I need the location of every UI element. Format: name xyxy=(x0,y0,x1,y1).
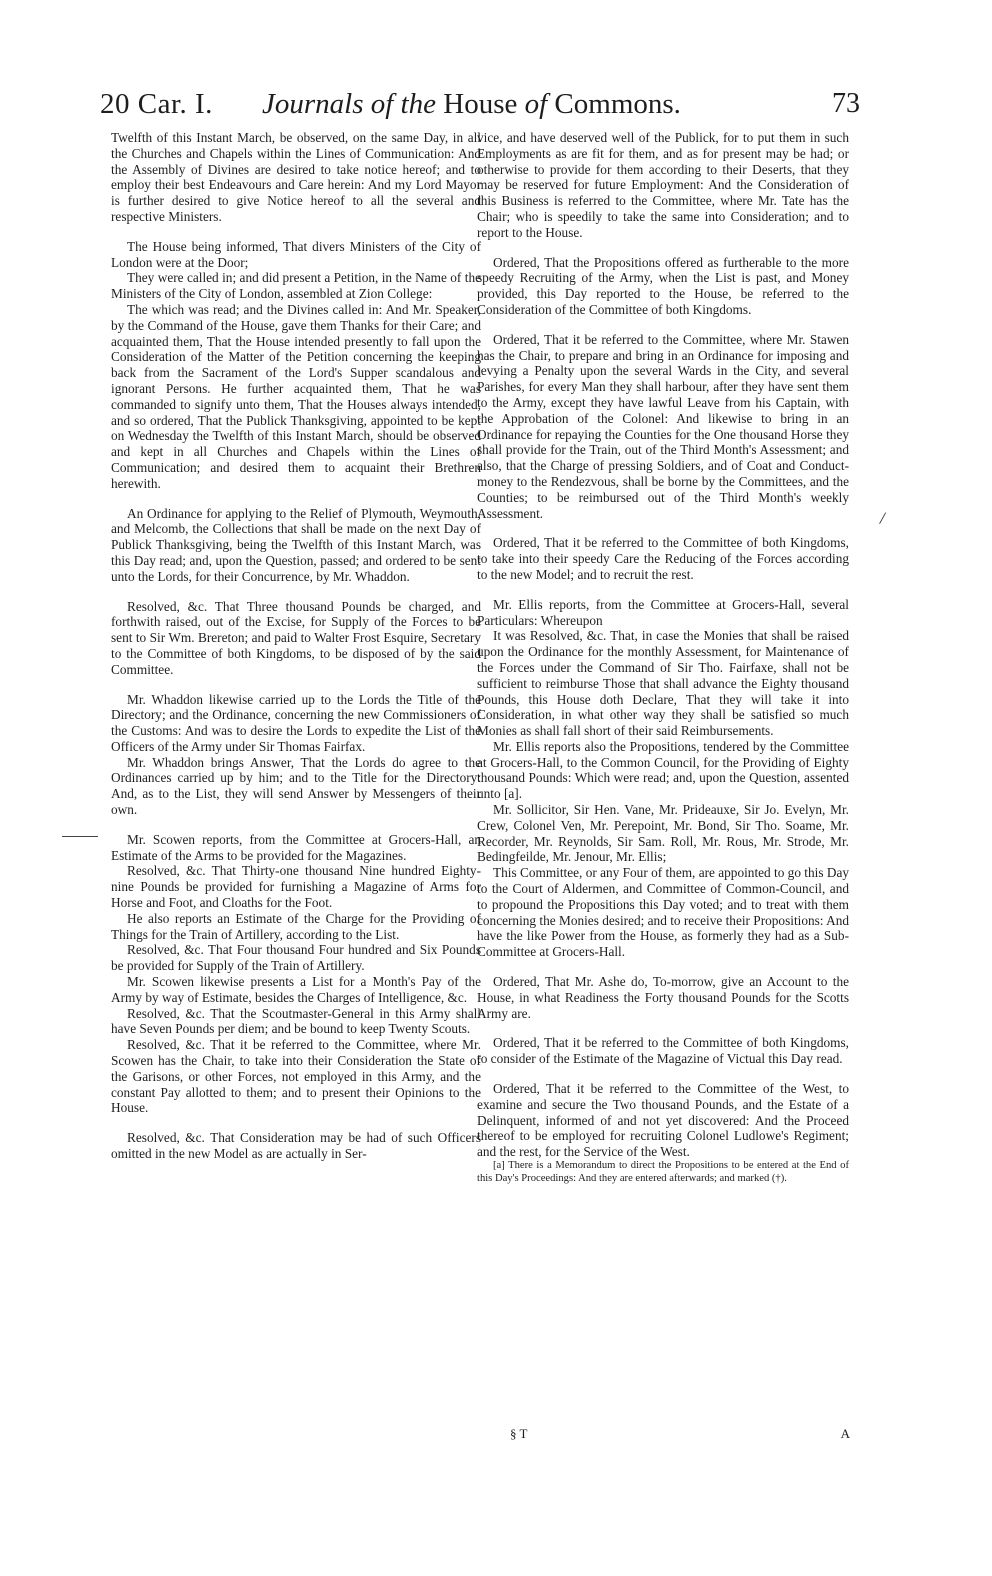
paragraph: Mr. Ellis reports, from the Committee at Grocers-Hall, several Particulars: Whereupon xyxy=(477,596,849,628)
paragraph: Resolved, &c. That Four thousand Four hundred and Six Pounds be provided for Supply of the Train of Artillery. xyxy=(111,942,481,974)
signature-line xyxy=(500,1426,850,1444)
paragraph: Resolved, &c. That Consideration may be had of such Officers omitted in the new Model as are actually in Ser- xyxy=(111,1130,481,1162)
footnote: [a] There is a Memorandum to direct the Propositions to be entered at the End of this Day's Proceedings: And they are entered afterwards; and marked (†). xyxy=(477,1160,849,1184)
paragraph: Mr. Scowen likewise presents a List for a Month's Pay of the Army by way of Estimate, besides the Charges of Intelligence, &c. xyxy=(111,974,481,1005)
paragraph: Twelfth of this Instant March, be observed, on the same Day, in all the Churches and Chapels within the Lines of Communication: And the Assembly of Divines are desired to take notice hereof; and to employ their best Endeavours and Care herein: And my Lord Mayor is further desired to give Notice hereof to all the several and respective Ministers. xyxy=(111,130,481,224)
paragraph: Ordered, That it be referred to the Committee of the West, to examine and secure the Two thousand Pounds, and the Estate of a Delinquent, informed of and not yet discovered: And the Proceed thereof to be employed for recruiting Colonel Ludlowe's Regiment; and the rest, for the Service of the West. xyxy=(477,1081,849,1160)
paragraph: Ordered, That the Propositions offered as furtherable to the more speedy Recruiting of the Army, when the List is past, and Money provided, this Day reported to the House, be referred to the Consideration of the Committee of both Kingdoms. xyxy=(477,254,849,317)
left-column xyxy=(111,130,481,1162)
paragraph: It was Resolved, &c. That, in case the Monies that shall be raised upon the Ordinance for the monthly Assessment, for Maintenance of the Forces under the Command of Sir Tho. Fairfaxe, shall not be sufficient to reimburse Those that shall advance the Eighty thousand Pounds, this House doth Declare, That they will take it into Consideration, in what other way they shall be satisfied so much Monies as shall fall short of their said Reimbursements. xyxy=(477,628,849,739)
paragraph: Mr. Sollicitor, Sir Hen. Vane, Mr. Prideauxe, Sir Jo. Evelyn, Mr. Crew, Colonel Ven, Mr. Perepoint, Mr. Bond, Sir Tho. Soame, Mr. Recorder, Mr. Reynolds, Sir Sam. Roll, Mr. Rous, Mr. Strode, Mr. Bedingfeilde, Mr. Jenour, Mr. Ellis; xyxy=(477,802,849,865)
catchword: A xyxy=(840,1426,850,1441)
paragraph: They were called in; and did present a Petition, in the Name of the Ministers of the City of London, assembled at Zion College: xyxy=(111,270,481,302)
paragraph: Resolved, &c. That Three thousand Pounds be charged, and forthwith raised, out of the Excise, for Supply of the Forces to be sent to Sir Wm. Brereton; and paid to Walter Frost Esquire, Secretary to the Committee of both Kingdoms, to be disposed of by the said Committee. xyxy=(111,598,481,677)
right-column xyxy=(477,130,849,1185)
paragraph: Ordered, That it be referred to the Committee of both Kingdoms, to take into their speedy Care the Reducing of the Forces according to the new Model; and to recruit the rest. xyxy=(477,535,849,582)
paragraph: Ordered, That it be referred to the Committee, where Mr. Stawen has the Chair, to prepare and bring in an Ordinance for imposing and levying a Penalty upon the several Wards in the City, and several Parishes, for every Man they shall harbour, after they have sent them to the Army, except they have lawful Leave from his Captain, with the Approbation of the Colonel: And likewise to bring in an Ordinance for repaying the Counties for the One thousand Horse they shall provide for the Train, out of the Third Month's Assessment; and also, that the Charge of pressing Soldiers, and of Coat and Conduct-money to the Rendezvous, shall be borne by the Committees, and the Counties; to be reimbursed out of the Third Month's weekly Assessment. xyxy=(477,331,849,521)
paragraph: The House being informed, That divers Ministers of the City of London were at the Door; xyxy=(111,238,481,270)
running-head-left: 20 Car. I. xyxy=(100,88,213,120)
paragraph: This Committee, or any Four of them, are appointed to go this Day to the Court of Aldermen, and Committee of Common-Council, and to propound the Propositions this Day voted; and to treat with them concerning the Monies desired; and to receive their Propositions: And have the like Power from the House, as formerly they had as a Sub-Committee at Grocers-Hall. xyxy=(477,865,849,960)
paragraph: He also reports an Estimate of the Charge for the Providing of Things for the Train of Artillery, according to the List. xyxy=(111,910,481,942)
margin-rule xyxy=(62,836,98,837)
running-header xyxy=(100,88,860,128)
paragraph: An Ordinance for applying to the Relief of Plymouth, Weymouth, and Melcomb, the Collections that shall be made on the next Day of Publick Thanksgiving, being the Twelfth of this Instant March, was this Day read; and, upon the Question, passed; and ordered to be sent unto the Lords, for their Concurrence, by Mr. Whaddon. xyxy=(111,505,481,584)
margin-mark: / xyxy=(878,507,887,529)
paragraph: Resolved, &c. That it be referred to the Committee, where Mr. Scowen has the Chair, to take into their Consideration the State of the Garisons, or other Forces, not employed in this Army, and the constant Pay allotted to them; and to present their Opinions to the House. xyxy=(111,1037,481,1116)
paragraph: Mr. Scowen reports, from the Committee at Grocers-Hall, an Estimate of the Arms to be provided for the Magazines. xyxy=(111,831,481,863)
paragraph: Mr. Whaddon brings Answer, That the Lords do agree to the Ordinances carried up by him; and to the Title for the Directory: And, as to the List, they will send Answer by Messengers of their own. xyxy=(111,754,481,818)
paragraph: Mr. Whaddon likewise carried up to the Lords the Title of the Directory; and the Ordinance, concerning the new Commissioners of the Customs: And was to desire the Lords to expedite the List of the Officers of the Army under Sir Thomas Fairfax. xyxy=(111,691,481,754)
paragraph: Ordered, That Mr. Ashe do, To-morrow, give an Account to the House, in what Readiness the Forty thousand Pounds for the Scotts Army are. xyxy=(477,974,849,1021)
page-number: 73 xyxy=(832,88,860,119)
paragraph: The which was read; and the Divines called in: And Mr. Speaker, by the Command of the House, gave them Thanks for their Care; and acquainted them, That the House intended presently to fall upon the Consideration of the Matter of the Petition concerning the keeping back from the Sacrament of the Lord's Supper scandalous and ignorant Persons. He further acquainted them, That he was commanded to signify unto them, That the Houses always intended, and so ordered, That the Publick Thanksgiving, appointed to be kept on Wednesday the Twelfth of this Instant March, should be observed and kept in all Churches and Chapels within the Lines of Communication; and desired them to acquaint their Brethren herewith. xyxy=(111,301,481,491)
paragraph: Resolved, &c. That Thirty-one thousand Nine hundred Eighty-nine Pounds be provided for furnishing a Magazine of Arms for Horse and Foot, and Cloaths for the Foot. xyxy=(111,863,481,911)
paragraph: vice, and have deserved well of the Publick, for to put them in such Employments as are fit for them, and as for present may be had; or otherwise to provide for them according to their Deserts, that they may be reserved for future Employment: And the Consideration of this Business is referred to the Committee, where Mr. Tate has the Chair; who is speedily to take the same into Consideration; and to report to the House. xyxy=(477,130,849,240)
paragraph: Mr. Ellis reports also the Propositions, tendered by the Committee at Grocers-Hall, to the Common Council, for the Providing of Eighty thousand Pounds: Which were read; and, upon the Question, assented unto [a]. xyxy=(477,738,849,802)
paragraph: Ordered, That it be referred to the Committee of both Kingdoms, to consider of the Estimate of the Magazine of Victual this Day read. xyxy=(477,1035,849,1067)
signature-mark: § T xyxy=(510,1426,528,1441)
paragraph: Resolved, &c. That the Scoutmaster-General in this Army shall have Seven Pounds per diem; and be bound to keep Twenty Scouts. xyxy=(111,1005,481,1037)
running-head-title: Journals of the House of Commons. xyxy=(262,88,681,120)
